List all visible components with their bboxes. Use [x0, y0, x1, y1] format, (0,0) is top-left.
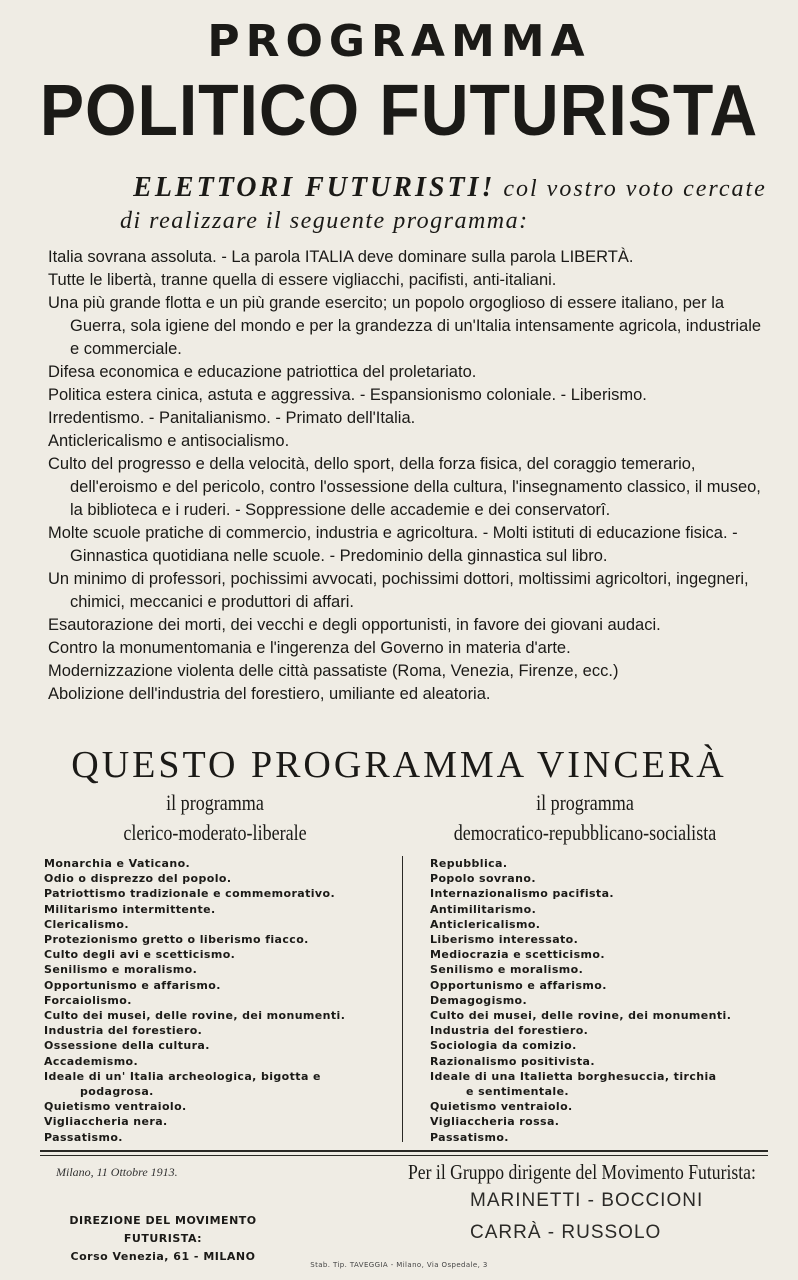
right-list-item: Passatismo.: [430, 1130, 509, 1144]
title-politico-futurista: POLITICO FUTURISTA: [39, 71, 759, 151]
left-list-item: Vigliaccheria nera.: [44, 1115, 168, 1129]
program-item: Esautorazione dei morti, dei vecchi e degli opportunisti, in favore dei giovani audaci.: [48, 616, 661, 634]
right-list-item: Anticlericalismo.: [430, 917, 541, 931]
left-list-item: Culto dei musei, delle rovine, dei monumenti.: [44, 1009, 346, 1023]
footer-rule-thin: [40, 1155, 768, 1156]
right-list-item: Culto dei musei, delle rovine, dei monumenti.: [430, 1009, 732, 1023]
program-item: Difesa economica e educazione patriottica del proletariato.: [48, 363, 477, 381]
left-list-item: Patriottismo tradizionale e commemorativo.: [44, 887, 336, 901]
subtitle-line1: [120, 172, 780, 205]
right-list-item: Vigliaccheria rossa.: [430, 1115, 560, 1129]
place-date: Milano, 11 Ottobre 1913.: [56, 1165, 178, 1179]
printer-credit: Stab. Tip. TAVEGGIA - Milano, Via Ospedale, 3: [310, 1261, 488, 1269]
left-list-item: Passatismo.: [44, 1130, 123, 1144]
left-list-item: Culto degli avi e scetticismo.: [44, 948, 236, 962]
program-item: Contro la monumentomania e l'ingerenza del Governo in materia d'arte.: [48, 639, 571, 657]
left-column-heading: [80, 788, 351, 848]
subtitle-line1-rest: col vostro voto cercate: [495, 176, 767, 202]
program-item: Irredentismo. - Panitalianismo. - Primato dell'Italia.: [48, 409, 416, 427]
left-list-item: Protezionismo gretto o liberismo fiacco.: [44, 933, 309, 947]
right-head-line1: il programma: [536, 790, 634, 815]
left-head-line2: clerico-moderato-liberale: [123, 820, 307, 845]
program-item: Una più grande flotta e un più grande esercito; un popolo orgoglioso di essere italiano, per la Guerra, sola igiene del mondo e per la grandezza di un'Italia intensamente agricola, industriale e commerciale.: [48, 294, 762, 358]
program-item: Culto del progresso e della velocità, dello sport, della forza fisica, del coraggio temerario, dell'eroismo e del pericolo, contro l'ossessione della cultura, l'insegnamento classico, il museo, la biblioteca e i ruderi. - Soppressione delle accademie e dei conservatorî.: [48, 455, 761, 519]
program-item: Molte scuole pratiche di commercio, industria e agricoltura. - Molti istituti di educazione fisica. - Ginnastica quotidiana nelle scuole. - Predominio della ginnastica sul libro.: [48, 524, 738, 565]
right-list-item: Opportunismo e affarismo.: [430, 978, 607, 992]
left-list-item: Forcaiolismo.: [44, 993, 132, 1007]
direzione-address: [38, 1212, 288, 1266]
right-column-heading: [450, 788, 721, 848]
left-list-item: Accademismo.: [44, 1054, 139, 1068]
right-list-item: Internazionalismo pacifista.: [430, 887, 614, 901]
left-list-item: Ideale di un' Italia archeologica, bigotta e: [44, 1069, 321, 1083]
right-list-item: Senilismo e moralismo.: [430, 963, 584, 977]
left-list-item: Quietismo ventraiolo.: [44, 1100, 187, 1114]
program-list: [48, 246, 764, 706]
subtitle-line2: di realizzare il seguente programma:: [120, 208, 529, 234]
right-list-item: Razionalismo positivista.: [430, 1054, 595, 1068]
right-list-item: e sentimentale.: [466, 1085, 570, 1099]
subtitle: [120, 172, 780, 237]
column-divider: [402, 856, 403, 1142]
direzione-line1: DIREZIONE DEL MOVIMENTO FUTURISTA:: [69, 1214, 257, 1245]
signatories-line2: CARRÀ - RUSSOLO: [470, 1222, 662, 1243]
right-list-item: Repubblica.: [430, 857, 508, 870]
left-list-item: Odio o disprezzo del popolo.: [44, 872, 232, 886]
title-programma: PROGRAMMA: [207, 16, 591, 67]
right-list-item: Quietismo ventraiolo.: [430, 1100, 573, 1114]
left-list-item: Industria del forestiero.: [44, 1024, 203, 1038]
left-head-line1: il programma: [166, 790, 264, 815]
footer-rule: [40, 1150, 768, 1152]
right-list-item: Ideale di una Italietta borghesuccia, tirchia: [430, 1069, 717, 1083]
left-list-item: Militarismo intermittente.: [44, 902, 216, 916]
left-list-item: Senilismo e moralismo.: [44, 963, 198, 977]
right-list-item: Liberismo interessato.: [430, 933, 579, 947]
right-list-item: Sociologia da comizio.: [430, 1039, 577, 1053]
signatories-line1: MARINETTI - BOCCIONI: [470, 1190, 704, 1211]
vincera-heading: QUESTO PROGRAMMA VINCERÀ: [71, 744, 727, 786]
program-item: Politica estera cinica, astuta e aggressiva. - Espansionismo coloniale. - Liberismo.: [48, 386, 647, 404]
program-item: Modernizzazione violenta delle città passatiste (Roma, Venezia, Firenze, ecc.): [48, 662, 619, 680]
program-item: Un minimo di professori, pochissimi avvocati, pochissimi dottori, moltissimi agricoltori, ingegneri, chimici, meccanici e produttori di affari.: [48, 570, 749, 611]
program-item: Tutte le libertà, tranne quella di essere vigliacchi, pacifisti, anti-italiani.: [48, 271, 557, 289]
program-item: Anticlericalismo e antisocialismo.: [48, 432, 290, 450]
right-list-item: Demagogismo.: [430, 993, 528, 1007]
right-list-item: Industria del forestiero.: [430, 1024, 589, 1038]
right-list-item: Popolo sovrano.: [430, 872, 536, 886]
right-list-item: Antimilitarismo.: [430, 902, 537, 916]
gruppo-dirigente: Per il Gruppo dirigente del Movimento Futurista:: [408, 1160, 756, 1184]
right-column-list: [430, 856, 775, 1145]
left-list-item: Ossessione della cultura.: [44, 1039, 210, 1053]
left-list-item: Monarchia e Vaticano.: [44, 857, 191, 870]
program-item: Italia sovrana assoluta. - La parola ITALIA deve dominare sulla parola LIBERTÀ.: [48, 248, 634, 266]
direzione-line2: Corso Venezia, 61 - MILANO: [70, 1250, 256, 1263]
program-item: Abolizione dell'industria del forestiero, umiliante ed aleatoria.: [48, 685, 491, 703]
left-column-list: [44, 856, 389, 1145]
right-list-item: Mediocrazia e scetticismo.: [430, 948, 605, 962]
left-list-item: podagrosa.: [80, 1085, 154, 1099]
right-head-line2: democratico-repubblicano-socialista: [453, 820, 717, 845]
left-list-item: Opportunismo e affarismo.: [44, 978, 221, 992]
left-list-item: Clericalismo.: [44, 917, 129, 931]
subtitle-elettori: ELETTORI FUTURISTI!: [133, 172, 496, 203]
